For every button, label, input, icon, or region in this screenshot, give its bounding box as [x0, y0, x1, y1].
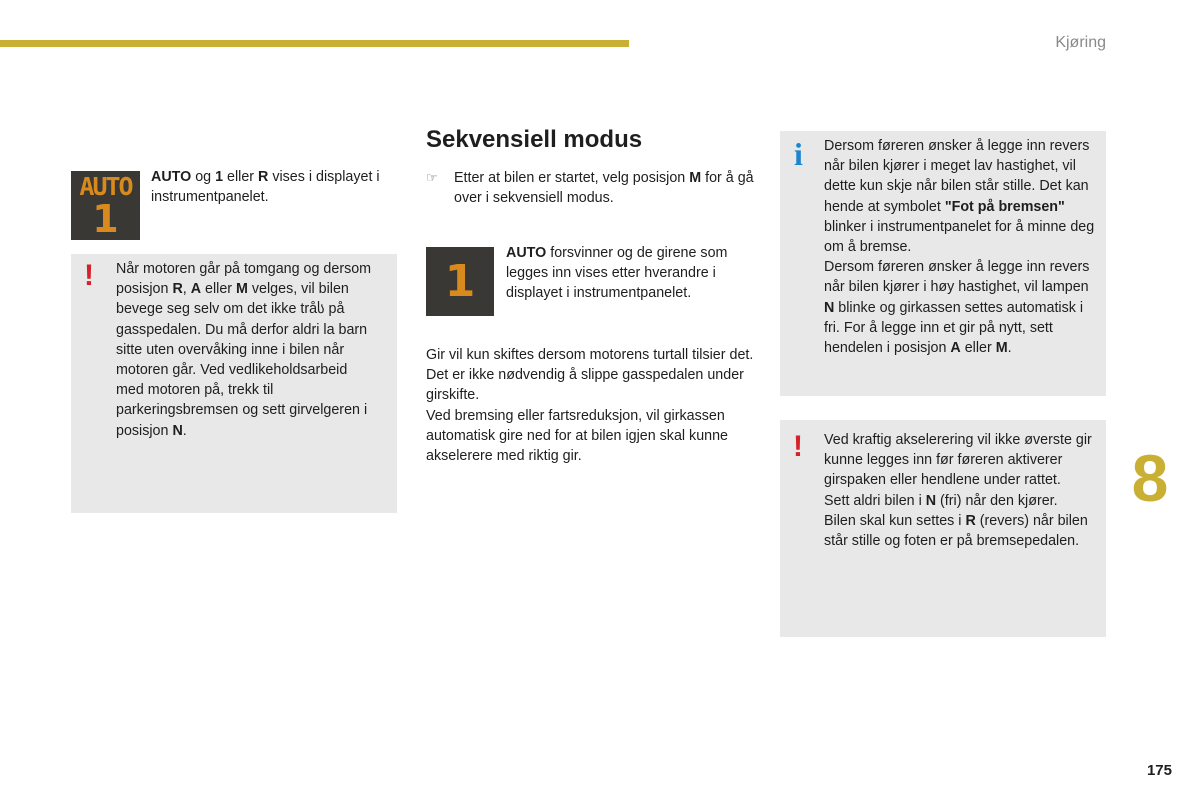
- display-gear-text: 1: [92, 196, 119, 241]
- warning-paragraph: Sett aldri bilen i N (fri) når den kjører.: [824, 492, 1058, 509]
- header-accent-bar: [0, 40, 629, 47]
- body-paragraph: Det er ikke nødvendig å slippe gasspedalen under girskifte.: [426, 367, 744, 404]
- body-paragraph: Gir vil kun skiftes dersom motorens turtall tilsier det.: [426, 347, 754, 363]
- gear-display-image: [426, 247, 494, 316]
- display-gear-text: 1: [444, 255, 476, 307]
- warning-icon: !: [793, 430, 803, 463]
- bullet-text: Etter at bilen er startet, velg posisjon M for å gå over i sekvensiell modus.: [454, 170, 754, 207]
- body-paragraph: Ved bremsing eller fartsreduksjon, vil girkassen automatisk gire ned for at bilen igjen skal kunne akselerere med riktig gir.: [426, 407, 729, 465]
- info-paragraph: Dersom føreren ønsker å legge inn revers når bilen kjører i høy hastighet, vil lampen N blinke og girkassen settes automatisk i fri. For å legge inn et gir på nytt, sett hendelen i posisjon A eller M.: [824, 259, 1090, 357]
- left-intro-text: AUTO og 1 eller R vises i displayet i instrumentpanelet.: [151, 169, 380, 206]
- chapter-number: 8: [1131, 441, 1169, 515]
- auto-display-image: [71, 171, 140, 240]
- info-paragraph: Dersom føreren ønsker å legge inn revers når bilen kjører i meget lav hastighet, vil dette kun skje når bilen står stille. Det kan hende at symbolet "Fot på bremsen" blinker i instrumentpanelet for å minne deg om å bremse.: [824, 138, 1095, 256]
- info-box: [780, 131, 1106, 396]
- display-auto-text: AUTO: [79, 171, 132, 201]
- body-paragraphs: [426, 345, 756, 466]
- left-warning-box: [71, 254, 397, 513]
- pointer-bullet-icon: ☞: [426, 170, 438, 185]
- warning-paragraph: Bilen skal kun settes i R (revers) når bilen står stille og foten er på bremsepedalen.: [824, 512, 1088, 550]
- display-description-text: AUTO forsvinner og de girene som legges inn vises etter hverandre i displayet i instrumentpanelet.: [506, 245, 728, 302]
- section-title: Kjøring: [1055, 34, 1106, 51]
- right-warning-box: [780, 420, 1106, 637]
- section-heading: Sekvensiell modus: [426, 126, 643, 153]
- left-warning-text: Når motoren går på tomgang og dersom posisjon R, A eller M velges, vil bilen bevege seg selv om det ikke tråს på gasspedalen. Du må derfor aldri la barn sitte uten overvåking inne i bilen når motoren går. Ved vedlikeholdsarbeid med motoren på, trekk til parkeringsbremsen og sett girvelgeren i posisjon N.: [116, 261, 372, 439]
- warning-paragraph: Ved kraftig akselerering vil ikke øverste gir kunne legges inn før føreren aktiverer girspaken eller hendlene under rattet.: [824, 432, 1092, 489]
- page-number: 175: [1146, 762, 1172, 779]
- right-warning-text: [824, 430, 1102, 551]
- info-icon: i: [794, 136, 803, 172]
- info-text: [824, 136, 1102, 358]
- warning-icon: !: [84, 259, 94, 292]
